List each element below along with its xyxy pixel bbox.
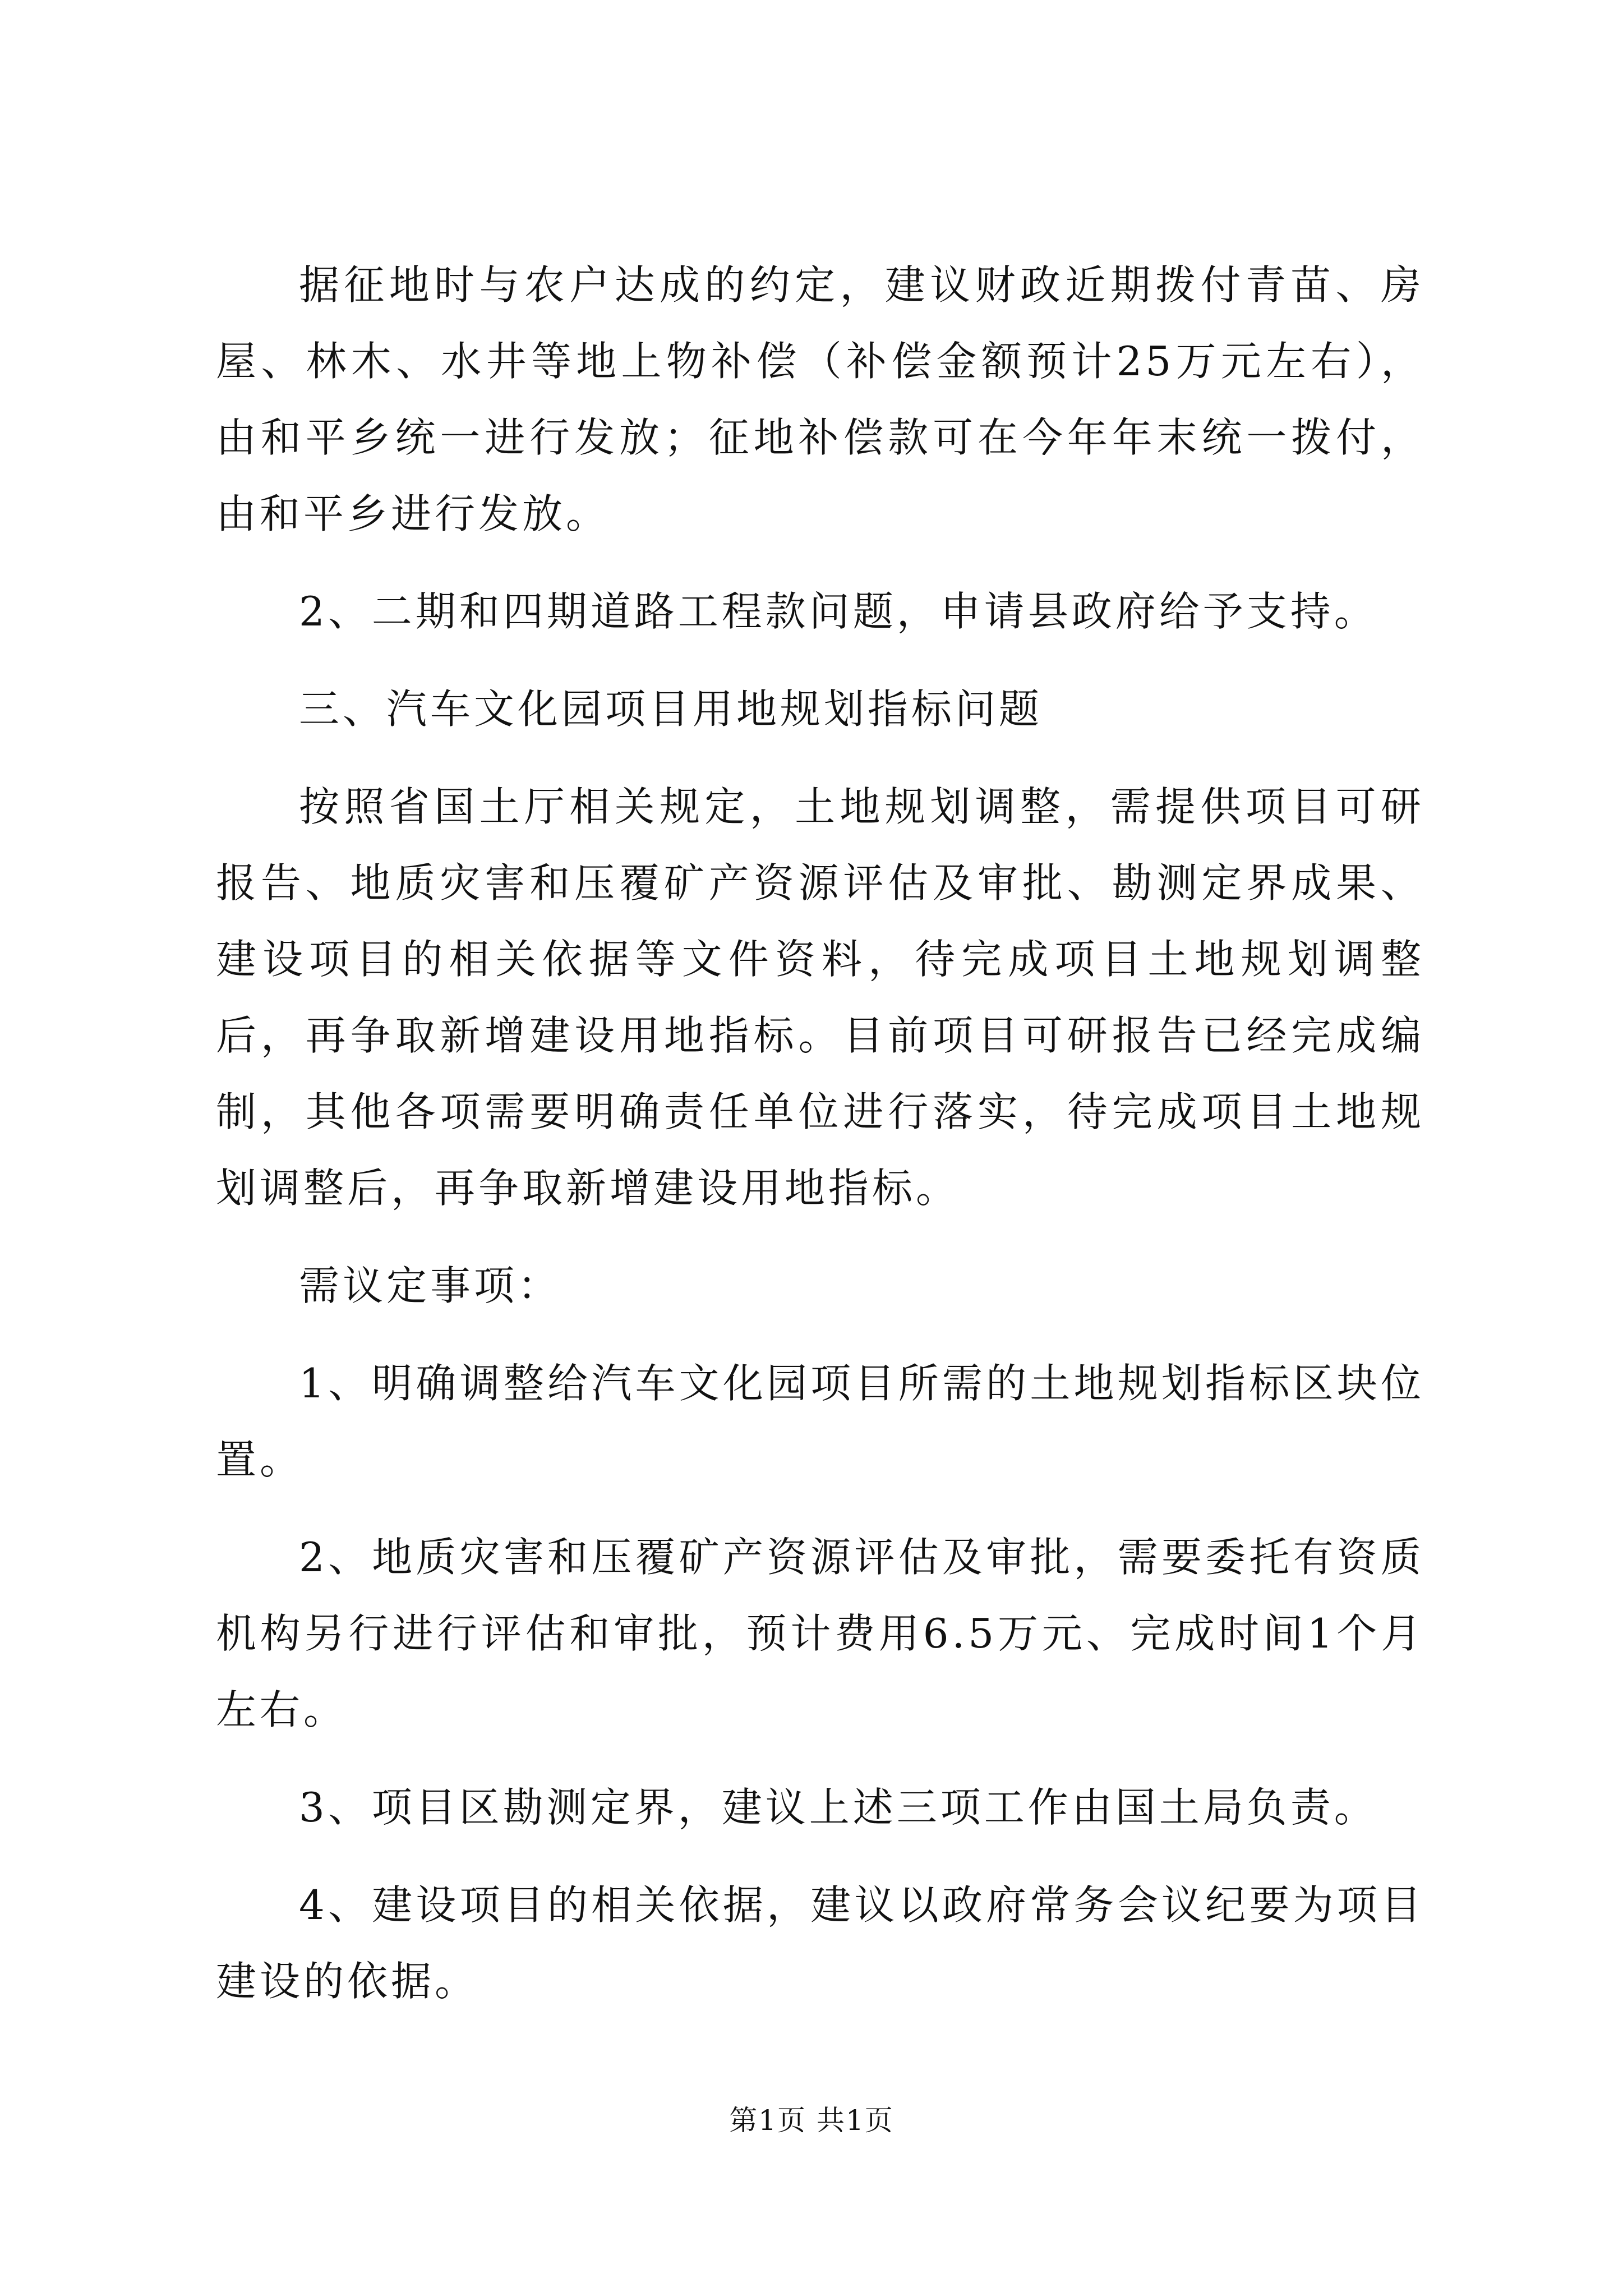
paragraph-land-regulation: 按照省国土厅相关规定，土地规划调整，需提供项目可研报告、地质灾害和压覆矿产资源评估及审批、勘测定界成果、建设项目的相关依据等文件资料，待完成项目土地规划调整后，再争取新增建设用地指标。目前项目可研报告已经完成编制，其他各项需要明确责任单位进行落实，待完成项目土地规划调整后，再争取新增建设用地指标。: [216, 783, 1424, 1212]
page-footer: 第1页 共1页: [729, 2104, 894, 2137]
list-item-2: 2、地质灾害和压覆矿产资源评估及审批，需要委托有资质机构另行进行评估和审批，预计费用6.5万元、完成时间1个月左右。: [216, 1534, 1424, 1733]
list-item-1: 1、明确调整给汽车文化园项目所需的土地规划指标区块位置。: [216, 1360, 1424, 1483]
paragraph-road-funding: 2、二期和四期道路工程款问题，申请县政府给予支持。: [299, 588, 1378, 635]
list-item-4: 4、建设项目的相关依据，建议以政府常务会议纪要为项目建设的依据。: [216, 1881, 1424, 2005]
document-body: [216, 247, 1424, 2041]
list-item-3: 3、项目区勘测定界，建议上述三项工作由国土局负责。: [299, 1784, 1378, 1831]
paragraph-compensation: 据征地时与农户达成的约定，建议财政近期拨付青苗、房屋、林木、水井等地上物补偿（补偿金额预计25万元左右），由和平乡统一进行发放；征地补偿款可在今年年末统一拨付，由和平乡进行发放。: [216, 261, 1424, 537]
paragraph-matters-heading: 需议定事项：: [299, 1262, 562, 1309]
section-heading-land-indicator: 三、汽车文化园项目用地规划指标问题: [299, 685, 1043, 733]
